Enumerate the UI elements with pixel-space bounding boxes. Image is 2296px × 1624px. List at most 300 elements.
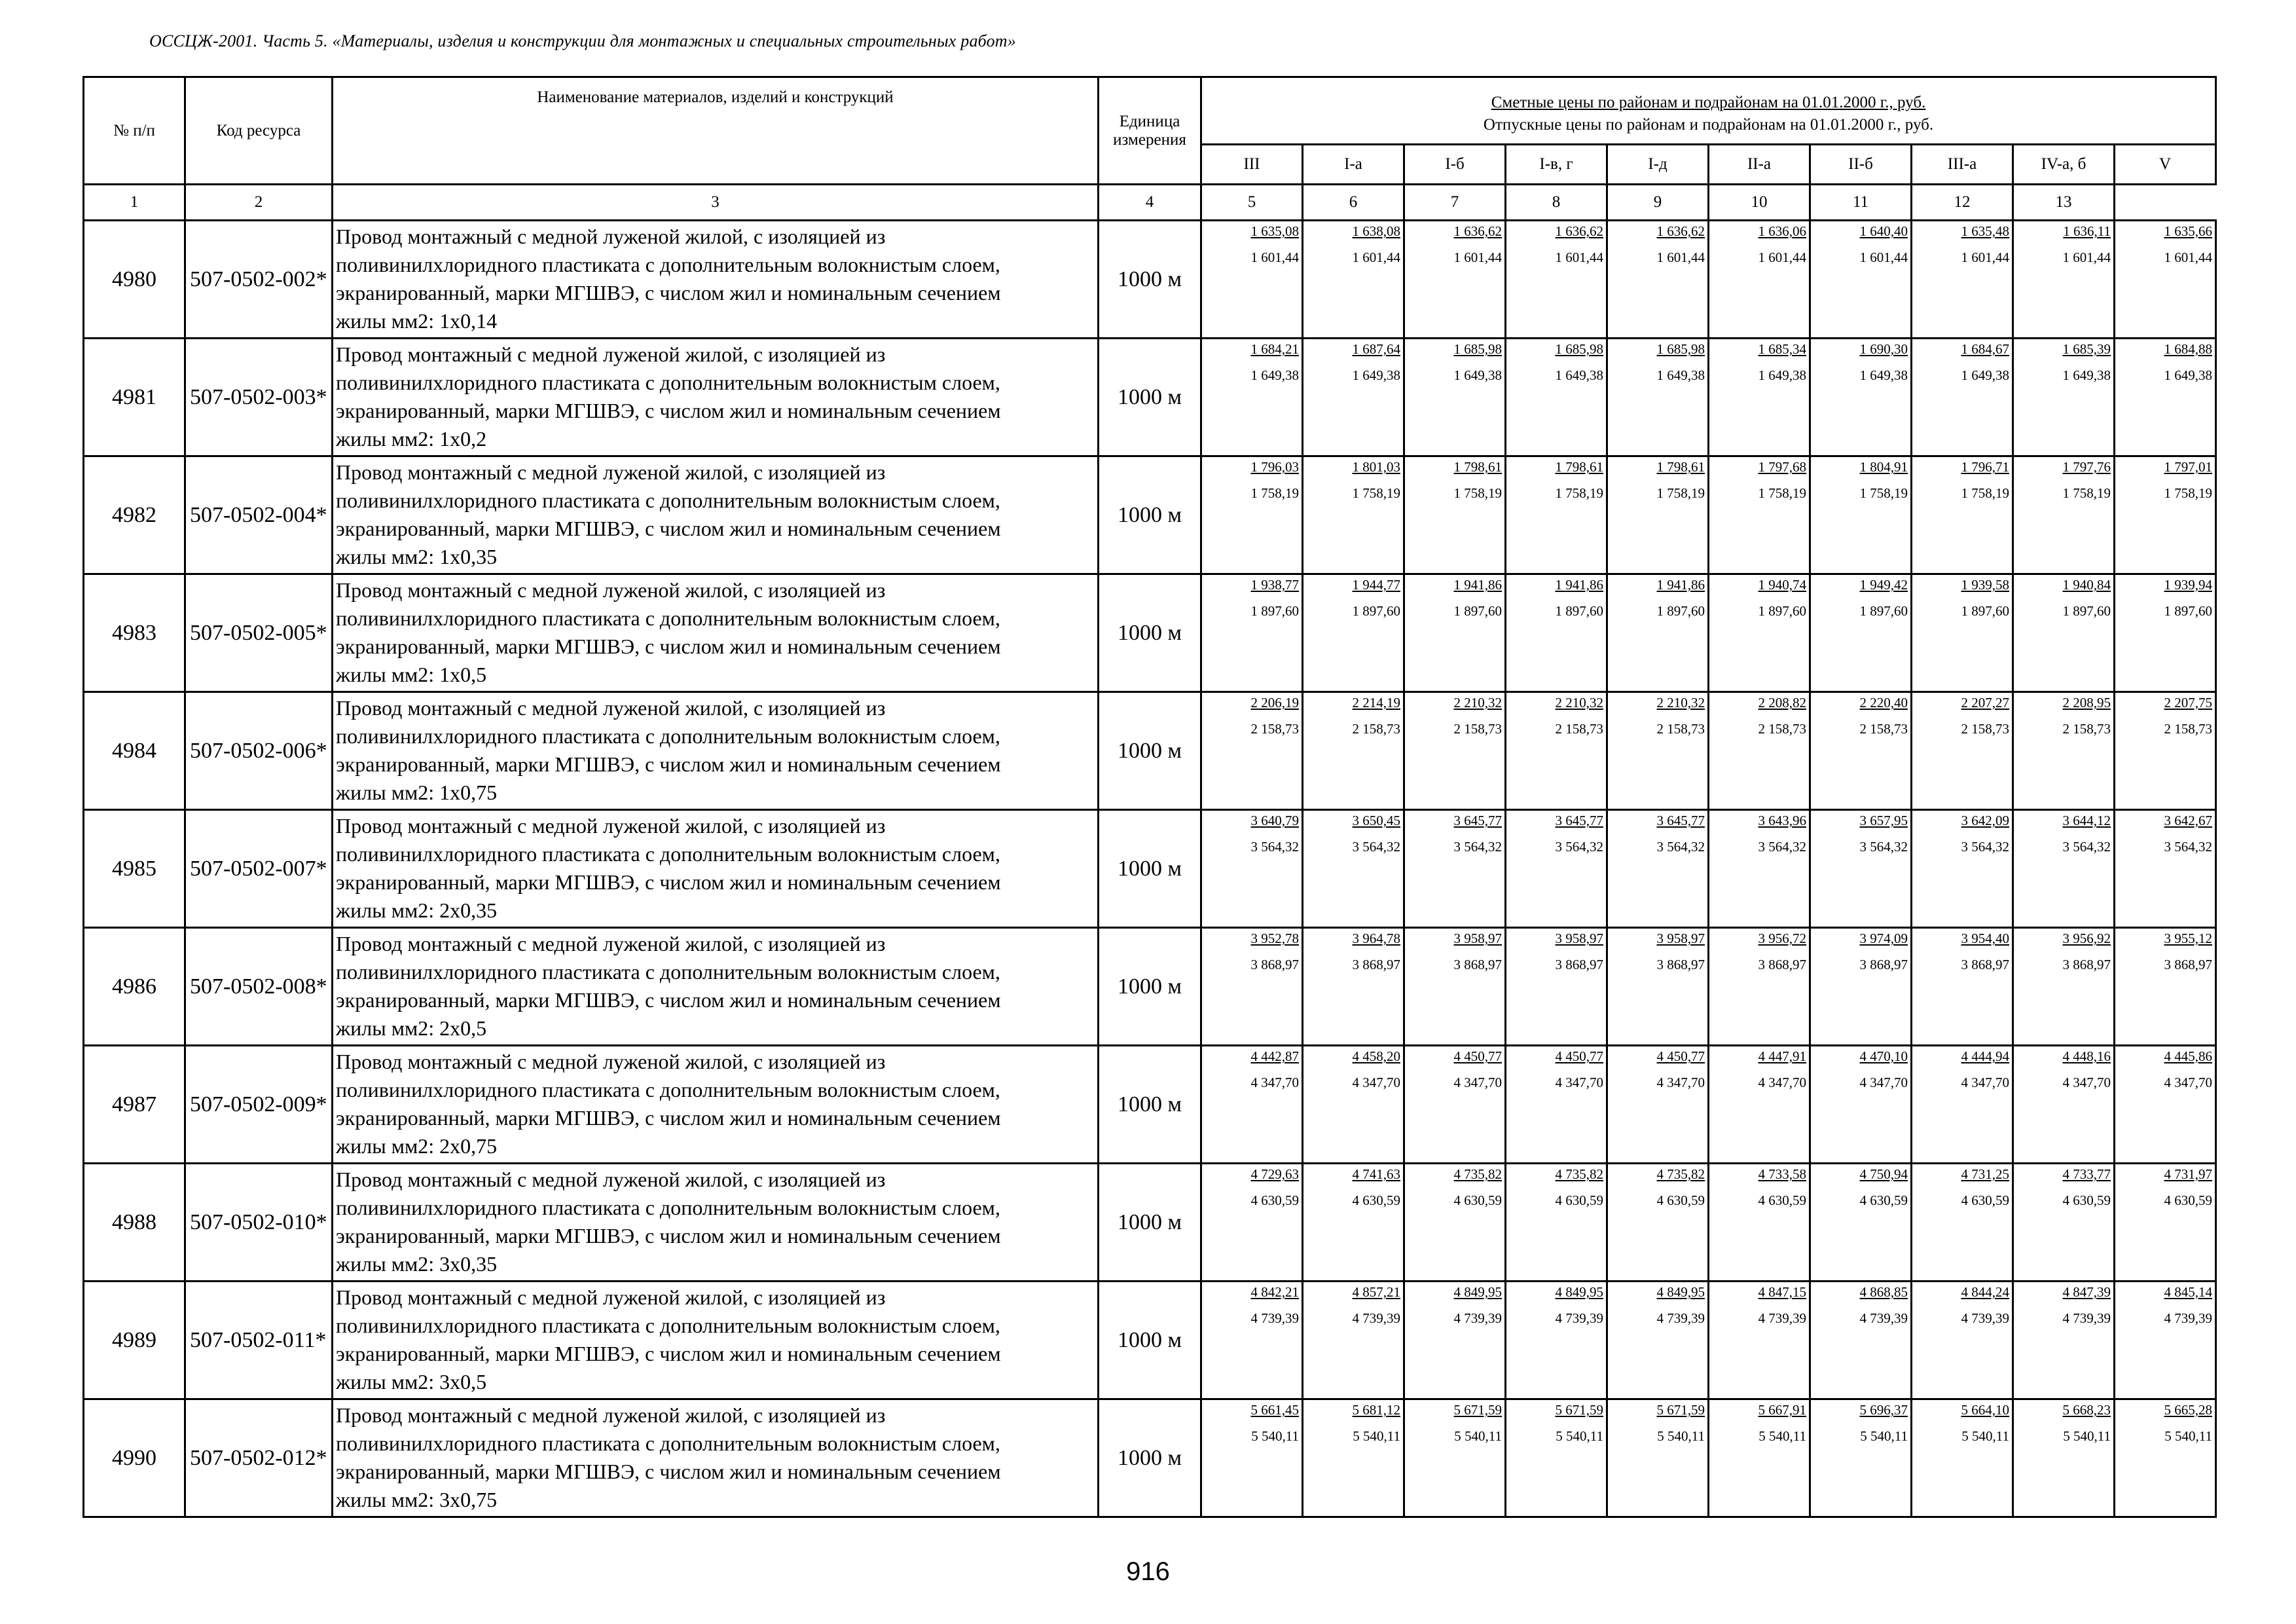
header-name: Наименование материалов, изделий и конструкций [333,77,1099,185]
price-cell [1303,339,1404,456]
price-cell [1912,574,2013,692]
material-name-line: экранированный, марки МГШВЭ, с числом жил и номинальным сечением [336,1106,1001,1130]
release-price: 4 347,70 [2164,1075,2213,1090]
price-cell [1912,1046,2013,1164]
price-cell [1810,574,1912,692]
unit-of-measure: 1000 м [1099,456,1201,574]
release-price: 4 739,39 [1352,1310,1400,1326]
header-no: № п/п [84,77,185,185]
release-price: 1 897,60 [1961,603,2009,619]
material-name-line: жилы мм2: 1х0,35 [336,545,498,568]
row-number: 4983 [84,574,185,692]
material-name-line: жилы мм2: 3х0,35 [336,1252,498,1276]
estimate-price: 3 650,45 [1352,813,1400,828]
material-name-line: Провод монтажный с медной луженой жилой, с изоляцией из [336,578,886,602]
release-price: 3 868,97 [1555,957,1603,972]
material-name-line: поливинилхлоридного пластиката с дополнительным волокнистым слоем, [336,1431,1000,1455]
row-number: 4988 [84,1164,185,1282]
material-name-line: поливинилхлоридного пластиката с дополнительным волокнистым слоем, [336,960,1000,984]
price-cell [1506,1282,1607,1399]
price-cell [1506,339,1607,456]
estimate-price: 2 210,32 [1453,695,1502,710]
price-cell [1607,221,1709,339]
price-cell [1201,574,1303,692]
estimate-price: 1 684,67 [1961,341,2009,357]
estimate-price: 2 220,40 [1859,695,1908,710]
material-name [333,692,1099,810]
price-cell [1404,1164,1506,1282]
price-cell [2115,1399,2216,1517]
release-price: 2 158,73 [2062,721,2111,737]
estimate-price: 4 844,24 [1961,1284,2009,1300]
resource-code: 507-0502-011* [185,1282,333,1399]
release-price: 1 601,44 [1352,249,1400,265]
estimate-price: 4 450,77 [1656,1048,1705,1064]
estimate-price: 1 685,98 [1453,341,1502,357]
row-number: 4981 [84,339,185,456]
release-price: 1 601,44 [1250,249,1299,265]
material-name-line: жилы мм2: 2х0,35 [336,898,498,922]
estimate-price: 3 974,09 [1859,931,1908,946]
estimate-price: 1 685,98 [1555,341,1603,357]
release-price: 5 540,11 [1454,1428,1502,1444]
price-cell [1709,1282,1810,1399]
release-price: 3 564,32 [1656,839,1705,855]
release-price: 4 630,59 [1250,1192,1299,1208]
material-name [333,1399,1099,1517]
material-name [333,1046,1099,1164]
estimate-price: 5 664,10 [1961,1402,2009,1418]
price-cell [1506,221,1607,339]
region-header: I-в, г [1506,145,1607,185]
estimate-price: 3 956,92 [2062,931,2111,946]
price-cell [1709,1164,1810,1282]
estimate-price: 5 661,45 [1250,1402,1299,1418]
price-cell [1607,574,1709,692]
release-price: 4 739,39 [1656,1310,1705,1326]
price-cell [1810,456,1912,574]
table-body [84,221,2216,1517]
estimate-price: 3 958,97 [1453,931,1502,946]
region-header: I-д [1607,145,1709,185]
release-price: 4 739,39 [2164,1310,2213,1326]
release-price: 4 347,70 [1453,1075,1502,1090]
row-number: 4982 [84,456,185,574]
price-cell [1201,692,1303,810]
estimate-price: 4 731,25 [1961,1166,2009,1182]
resource-code: 507-0502-005* [185,574,333,692]
estimate-price: 4 849,95 [1453,1284,1502,1300]
material-name-line: экранированный, марки МГШВЭ, с числом жил и номинальным сечением [336,988,1001,1012]
estimate-price: 2 207,75 [2164,695,2213,710]
material-name-line: экранированный, марки МГШВЭ, с числом жил и номинальным сечением [336,281,1001,304]
price-cell [1607,1399,1709,1517]
release-price: 1 758,19 [1961,485,2009,501]
release-price: 5 540,11 [1251,1428,1299,1444]
estimate-price: 5 671,59 [1656,1402,1705,1418]
estimate-price: 4 735,82 [1453,1166,1502,1182]
estimate-price: 2 207,27 [1961,695,2009,710]
estimate-price: 1 798,61 [1555,459,1603,475]
release-price: 3 564,32 [1250,839,1299,855]
release-price: 2 158,73 [1352,721,1400,737]
price-cell [1607,1164,1709,1282]
release-price: 1 758,19 [1758,485,1806,501]
release-price: 1 758,19 [2164,485,2213,501]
table-row [84,692,2216,810]
release-price: 5 540,11 [1556,1428,1603,1444]
release-price: 4 347,70 [2062,1075,2111,1090]
price-cell [1709,456,1810,574]
release-price: 1 897,60 [1453,603,1502,619]
estimate-price: 1 939,58 [1961,577,2009,593]
estimate-price: 4 731,97 [2164,1166,2213,1182]
material-name-line: жилы мм2: 1х0,14 [336,309,498,333]
column-number: 10 [1709,185,1810,221]
estimate-price: 3 958,97 [1656,931,1705,946]
row-number: 4990 [84,1399,185,1517]
estimate-price: 3 955,12 [2164,931,2213,946]
estimate-price: 3 645,77 [1555,813,1603,828]
release-price: 1 758,19 [1656,485,1705,501]
release-price: 2 158,73 [1555,721,1603,737]
estimate-price: 1 804,91 [1859,459,1908,475]
price-cell [2013,1046,2115,1164]
header-code: Код ресурса [185,77,333,185]
table-row [84,810,2216,928]
region-header: I-б [1404,145,1506,185]
material-name-line: Провод монтажный с медной луженой жилой, с изоляцией из [336,460,886,484]
estimate-price: 3 642,09 [1961,813,2009,828]
row-number: 4984 [84,692,185,810]
material-name-line: жилы мм2: 3х0,5 [336,1370,487,1393]
release-price: 4 739,39 [1250,1310,1299,1326]
material-name-line: экранированный, марки МГШВЭ, с числом жил и номинальным сечением [336,517,1001,540]
estimate-price: 2 208,82 [1758,695,1806,710]
estimate-price: 4 735,82 [1656,1166,1705,1182]
price-cell [2115,810,2216,928]
estimate-price: 4 847,15 [1758,1284,1806,1300]
price-cell [1201,810,1303,928]
unit-of-measure: 1000 м [1099,1046,1201,1164]
release-price: 1 649,38 [1250,367,1299,383]
estimate-price: 3 640,79 [1250,813,1299,828]
material-name-line: поливинилхлоридного пластиката с дополнительным волокнистым слоем, [336,1196,1000,1219]
estimate-price: 1 636,06 [1758,223,1806,239]
estimate-price: 4 845,14 [2164,1284,2213,1300]
resource-code: 507-0502-009* [185,1046,333,1164]
estimate-price: 2 214,19 [1352,695,1400,710]
page-header: ОССЦЖ-2001. Часть 5. «Материалы, изделия и конструкции для монтажных и специальных строительных работ» [149,31,1016,50]
material-name-line: экранированный, марки МГШВЭ, с числом жил и номинальным сечением [336,1342,1001,1365]
estimate-price: 1 940,74 [1758,577,1806,593]
release-price: 4 630,59 [1656,1192,1705,1208]
row-number: 4986 [84,928,185,1046]
release-price: 1 649,38 [1555,367,1603,383]
price-cell [1404,339,1506,456]
price-cell [1404,1046,1506,1164]
release-price: 2 158,73 [1656,721,1705,737]
price-cell [1404,1282,1506,1399]
unit-of-measure: 1000 м [1099,1399,1201,1517]
material-name-line: поливинилхлоридного пластиката с дополнительным волокнистым слоем, [336,253,1000,276]
region-header: V [2115,145,2216,185]
page-number: 916 [1126,1557,1170,1586]
price-cell [1303,1164,1404,1282]
price-cell [1912,339,2013,456]
material-name-line: жилы мм2: 1х0,2 [336,427,487,451]
price-cell [1810,692,1912,810]
release-price: 5 540,11 [1860,1428,1908,1444]
price-cell [1810,1046,1912,1164]
release-price: 5 540,11 [2063,1428,2111,1444]
price-cell [1201,456,1303,574]
estimate-price: 3 643,96 [1758,813,1806,828]
material-name-line: поливинилхлоридного пластиката с дополнительным волокнистым слоем, [336,1314,1000,1337]
row-number: 4987 [84,1046,185,1164]
release-price: 4 739,39 [1555,1310,1603,1326]
estimate-price: 4 729,63 [1250,1166,1299,1182]
release-price: 5 540,11 [2164,1428,2213,1444]
release-price: 3 868,97 [1758,957,1806,972]
material-name-line: поливинилхлоридного пластиката с дополнительным волокнистым слоем, [336,489,1000,512]
estimate-price: 1 636,62 [1656,223,1705,239]
price-cell [2013,1399,2115,1517]
price-cell [1607,339,1709,456]
release-price: 1 897,60 [2164,603,2213,619]
estimate-price: 4 750,94 [1859,1166,1908,1182]
price-cell [1201,1164,1303,1282]
estimate-price: 4 735,82 [1555,1166,1603,1182]
release-price: 4 739,39 [2062,1310,2111,1326]
row-number: 4980 [84,221,185,339]
row-number: 4985 [84,810,185,928]
material-name-line: экранированный, марки МГШВЭ, с числом жил и номинальным сечением [336,870,1001,894]
price-cell [2115,1046,2216,1164]
estimate-price: 1 941,86 [1555,577,1603,593]
estimate-price: 3 642,67 [2164,813,2213,828]
material-name-line: экранированный, марки МГШВЭ, с числом жил и номинальным сечением [336,752,1001,776]
release-price: 4 630,59 [1352,1192,1400,1208]
column-number: 12 [1912,185,2013,221]
price-cell [1810,1282,1912,1399]
estimate-price: 2 208,95 [2062,695,2111,710]
release-price: 2 158,73 [1961,721,2009,737]
release-price: 5 540,11 [1657,1428,1705,1444]
estimate-price: 3 956,72 [1758,931,1806,946]
release-price: 4 739,39 [1961,1310,2009,1326]
estimate-price: 4 733,77 [2062,1166,2111,1182]
material-name-line: Провод монтажный с медной луженой жилой, с изоляцией из [336,814,886,838]
release-price: 4 630,59 [1555,1192,1603,1208]
price-cell [2115,928,2216,1046]
estimate-price: 1 938,77 [1250,577,1299,593]
release-price: 1 758,19 [2062,485,2111,501]
estimate-price: 2 206,19 [1250,695,1299,710]
release-price: 3 868,97 [2164,957,2213,972]
release-price: 3 564,32 [2062,839,2111,855]
unit-of-measure: 1000 м [1099,1164,1201,1282]
release-price: 1 649,38 [1453,367,1502,383]
estimate-price: 4 847,39 [2062,1284,2111,1300]
region-header: IV-а, б [2013,145,2115,185]
estimate-price: 3 952,78 [1250,931,1299,946]
estimate-price: 4 448,16 [2062,1048,2111,1064]
release-price: 1 601,44 [1656,249,1705,265]
release-price: 3 868,97 [1250,957,1299,972]
unit-of-measure: 1000 м [1099,692,1201,810]
price-cell [1607,1282,1709,1399]
estimate-price: 3 954,40 [1961,931,2009,946]
price-cell [1404,1399,1506,1517]
material-name-line: Провод монтажный с медной луженой жилой, с изоляцией из [336,342,886,366]
release-price: 1 758,19 [1352,485,1400,501]
price-cell [1303,1046,1404,1164]
release-price: 1 649,38 [2062,367,2111,383]
estimate-price: 1 640,40 [1859,223,1908,239]
table-row [84,928,2216,1046]
region-header: II-а [1709,145,1810,185]
release-price: 1 649,38 [1961,367,2009,383]
release-price: 4 347,70 [1961,1075,2009,1090]
release-price: 4 630,59 [1859,1192,1908,1208]
price-cell [1709,1399,1810,1517]
material-name-line: Провод монтажный с медной луженой жилой, с изоляцией из [336,1050,886,1073]
price-cell [2115,574,2216,692]
price-cell [1810,928,1912,1046]
material-name-line: экранированный, марки МГШВЭ, с числом жил и номинальным сечением [336,1224,1001,1247]
price-cell [1303,692,1404,810]
estimate-price: 4 445,86 [2164,1048,2213,1064]
release-price: 1 601,44 [2062,249,2111,265]
release-price: 4 630,59 [2062,1192,2111,1208]
price-cell [1912,928,2013,1046]
estimate-price: 3 644,12 [2062,813,2111,828]
column-number: 5 [1201,185,1303,221]
release-price: 1 649,38 [2164,367,2213,383]
estimate-price: 1 635,08 [1250,223,1299,239]
resource-code: 507-0502-012* [185,1399,333,1517]
release-price: 2 158,73 [2164,721,2213,737]
release-price: 3 868,97 [1656,957,1705,972]
price-cell [1607,1046,1709,1164]
price-cell [1201,928,1303,1046]
column-number-row [84,185,2216,221]
release-price: 4 347,70 [1250,1075,1299,1090]
price-cell [1709,928,1810,1046]
price-cell [1404,692,1506,810]
price-cell [1506,928,1607,1046]
region-header: I-а [1303,145,1404,185]
material-name [333,1164,1099,1282]
material-name [333,221,1099,339]
resource-code: 507-0502-010* [185,1164,333,1282]
release-price: 3 564,32 [2164,839,2213,855]
estimate-price: 1 685,34 [1758,341,1806,357]
price-cell [1201,1046,1303,1164]
release-price: 2 158,73 [1859,721,1908,737]
release-price: 4 347,70 [1859,1075,1908,1090]
release-price: 1 758,19 [1250,485,1299,501]
region-header: III [1201,145,1303,185]
release-price: 1 601,44 [1758,249,1806,265]
estimate-price: 4 741,63 [1352,1166,1400,1182]
price-cell [2115,692,2216,810]
estimate-price: 3 964,78 [1352,931,1400,946]
resource-code: 507-0502-007* [185,810,333,928]
release-price: 1 897,60 [1250,603,1299,619]
estimate-price: 3 958,97 [1555,931,1603,946]
price-cell [1506,1399,1607,1517]
unit-of-measure: 1000 м [1099,574,1201,692]
price-cell [1709,339,1810,456]
estimate-price: 4 450,77 [1453,1048,1502,1064]
release-price: 1 758,19 [1555,485,1603,501]
release-price: 2 158,73 [1758,721,1806,737]
price-cell [1506,456,1607,574]
release-price: 4 630,59 [1453,1192,1502,1208]
price-cell [2115,339,2216,456]
estimate-price: 1 944,77 [1352,577,1400,593]
price-cell [1303,456,1404,574]
material-name-line: поливинилхлоридного пластиката с дополнительным волокнистым слоем, [336,1078,1000,1101]
estimate-price: 2 210,32 [1656,695,1705,710]
resource-code: 507-0502-002* [185,221,333,339]
price-cell [1912,1282,2013,1399]
price-cell [1303,928,1404,1046]
price-cell [1912,692,2013,810]
release-price: 4 630,59 [2164,1192,2213,1208]
release-price: 4 739,39 [1859,1310,1908,1326]
table-row [84,1282,2216,1399]
estimate-price: 1 798,61 [1453,459,1502,475]
header-prices-subtitle: Отпускные цены по районам и подрайонам на 01.01.2000 г., руб. [1483,116,1934,134]
resource-code: 507-0502-004* [185,456,333,574]
material-name-line: экранированный, марки МГШВЭ, с числом жил и номинальным сечением [336,1460,1001,1483]
release-price: 3 868,97 [1453,957,1502,972]
release-price: 1 897,60 [1555,603,1603,619]
release-price: 1 897,60 [2062,603,2111,619]
resource-code: 507-0502-008* [185,928,333,1046]
material-name [333,574,1099,692]
estimate-price: 1 684,88 [2164,341,2213,357]
estimate-price: 1 685,98 [1656,341,1705,357]
price-cell [1201,339,1303,456]
estimate-price: 4 733,58 [1758,1166,1806,1182]
price-cell [1201,1282,1303,1399]
estimate-price: 5 671,59 [1453,1402,1502,1418]
price-cell [1810,221,1912,339]
price-cell [1303,574,1404,692]
estimate-price: 4 470,10 [1859,1048,1908,1064]
unit-of-measure: 1000 м [1099,928,1201,1046]
column-number: 9 [1607,185,1709,221]
price-cell [1404,456,1506,574]
release-price: 3 564,32 [1555,839,1603,855]
estimate-price: 2 210,32 [1555,695,1603,710]
release-price: 1 601,44 [1961,249,2009,265]
estimate-price: 1 687,64 [1352,341,1400,357]
estimate-price: 5 696,37 [1859,1402,1908,1418]
unit-of-measure: 1000 м [1099,810,1201,928]
estimate-price: 4 842,21 [1250,1284,1299,1300]
price-cell [1810,1399,1912,1517]
estimate-price: 1 796,71 [1961,459,2009,475]
price-cell [1303,1399,1404,1517]
release-price: 1 897,60 [1758,603,1806,619]
price-cell [2115,221,2216,339]
release-price: 5 540,11 [1961,1428,2009,1444]
